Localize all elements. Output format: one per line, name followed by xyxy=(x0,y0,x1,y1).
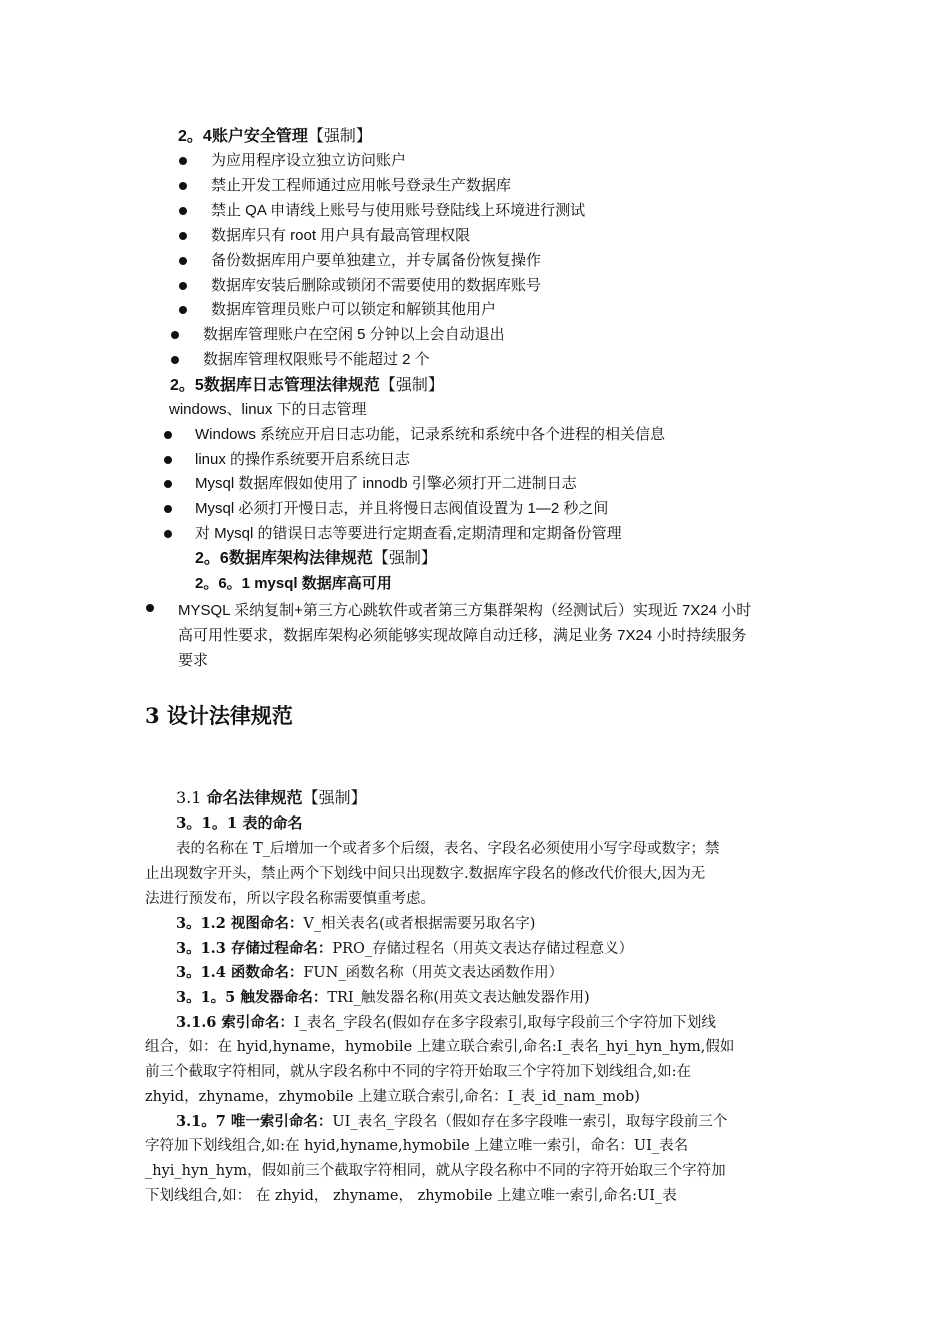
subsection-heading-2-6-1: 2。6。1 mysql 数据库高可用 xyxy=(195,575,392,592)
list-item: 禁止开发工程师通过应用帐号登录生产数据库 xyxy=(211,177,512,194)
section-intro: windows、linux 下的日志管理 xyxy=(169,401,367,418)
bullet-icon xyxy=(164,431,172,439)
bullet-icon xyxy=(164,505,172,513)
paragraph-line: 前三个截取字符相同，就从字段名称中不同的字符开始取三个字符加下划线组合,如:在 xyxy=(145,1064,691,1080)
paragraph-line: 表的名称在 T_后增加一个或者多个后缀，表名、字段名必须使用小写字母或数字；禁 xyxy=(176,841,720,857)
list-item: linux 的操作系统要开启系统日志 xyxy=(195,451,411,468)
list-item: 备份数据库用户要单独建立，并专属备份恢复操作 xyxy=(211,252,542,269)
list-item-line: 要求 xyxy=(178,652,209,669)
bullet-icon xyxy=(179,257,187,265)
list-item: Windows 系统应开启日志功能，记录系统和系统中各个进程的相关信息 xyxy=(195,426,666,443)
list-item: 数据库管理权限账号不能超过 2 个 xyxy=(203,351,430,368)
section-heading-2-6: 2。6数据库架构法律规范【强制】 xyxy=(195,550,437,567)
list-item: Mysql 必须打开慢日志，并且将慢日志阀值设置为 1—2 秒之间 xyxy=(195,500,609,517)
section-heading-3-1: 3.1 命名法律规范【强制】 xyxy=(176,788,367,807)
naming-rule-trigger: 3。1。5 触发器命名：TRI_触发器名称(用英文表达触发器作用) xyxy=(176,989,590,1006)
bullet-icon xyxy=(164,456,172,464)
bullet-icon xyxy=(164,480,172,488)
list-item: 禁止 QA 申请线上账号与使用账号登陆线上环境进行测试 xyxy=(211,202,586,219)
list-item: 对 Mysql 的错误日志等要进行定期查看,定期清理和定期备份管理 xyxy=(195,525,622,542)
bullet-icon xyxy=(179,207,187,215)
paragraph-line: 字符加下划线组合,如:在 hyid,hyname,hymobile 上建立唯一索引，命名：UI_表名 xyxy=(145,1138,689,1154)
bullet-icon xyxy=(179,157,187,165)
list-item: Mysql 数据库假如使用了 innodb 引擎必须打开二进制日志 xyxy=(195,475,577,492)
paragraph-line: 止出现数字开头，禁止两个下划线中间只出现数字.数据库字段名的修改代价很大,因为无 xyxy=(145,866,706,882)
naming-rule-function: 3。1.4 函数命名：FUN_函数名称（用英文表达函数作用） xyxy=(176,964,564,981)
section-heading-2-5: 2。5数据库日志管理法律规范【强制】 xyxy=(170,377,444,394)
bullet-icon xyxy=(179,232,187,240)
paragraph-line: zhyid，zhyname，zhymobile 上建立联合索引,命名：I_表_id_nam_mob) xyxy=(145,1089,640,1105)
list-item: 为应用程序设立独立访问账户 xyxy=(211,152,407,169)
bullet-icon xyxy=(179,182,187,190)
list-item-line: 高可用性要求，数据库架构必须能够实现故障自动迁移，满足业务 7X24 小时持续服务 xyxy=(178,627,747,644)
naming-rule-index: 3.1.6 索引命名：I_表名_字段名(假如存在多字段索引,取每字段前三个字符加下划线 xyxy=(176,1014,716,1031)
naming-rule-procedure: 3。1.3 存储过程命名：PRO_存储过程名（用英文表达存储过程意义） xyxy=(176,940,634,957)
paragraph-line: 法进行预发布，所以字段名称需要慎重考虑。 xyxy=(145,891,435,907)
list-item: 数据库管理账户在空闲 5 分钟以上会自动退出 xyxy=(203,326,505,343)
list-item: 数据库管理员账户可以锁定和解锁其他用户 xyxy=(211,301,497,318)
bullet-icon xyxy=(164,530,172,538)
naming-rule-view: 3。1.2 视图命名：V_相关表名(或者根据需要另取名字) xyxy=(176,915,536,932)
bullet-icon xyxy=(179,282,187,290)
bullet-icon xyxy=(179,306,187,314)
paragraph-line: 下划线组合,如： 在 zhyid， zhyname， zhymobile 上建立唯一索引,命名:UI_表 xyxy=(145,1188,677,1204)
section-heading-2-4: 2。4账户安全管理【强制】 xyxy=(178,128,372,145)
bullet-icon xyxy=(171,356,179,364)
paragraph-line: 组合，如：在 hyid,hyname，hymobile 上建立联合索引,命名:I_表名_hyi_hyn_hym,假如 xyxy=(145,1039,735,1055)
naming-rule-unique-index: 3.1。7 唯一索引命名：UI_表名_字段名（假如存在多字段唯一索引，取每字段前三个 xyxy=(176,1113,728,1130)
list-item-line: MYSQL 采纳复制+第三方心跳软件或者第三方集群架构（经测试后）实现近 7X24 小时 xyxy=(178,602,752,619)
paragraph-line: _hyi_hyn_hym，假如前三个截取字符相同，就从字段名称中不同的字符开始取三个字符加 xyxy=(145,1163,726,1179)
bullet-icon xyxy=(171,331,179,339)
chapter-heading: 3 设计法律规范 xyxy=(145,703,293,728)
bullet-icon xyxy=(146,604,154,612)
list-item: 数据库安装后删除或锁闭不需要使用的数据库账号 xyxy=(211,277,542,294)
subsection-heading-3-1-1: 3。1。1 表的命名 xyxy=(176,814,303,832)
list-item: 数据库只有 root 用户具有最高管理权限 xyxy=(211,227,471,244)
